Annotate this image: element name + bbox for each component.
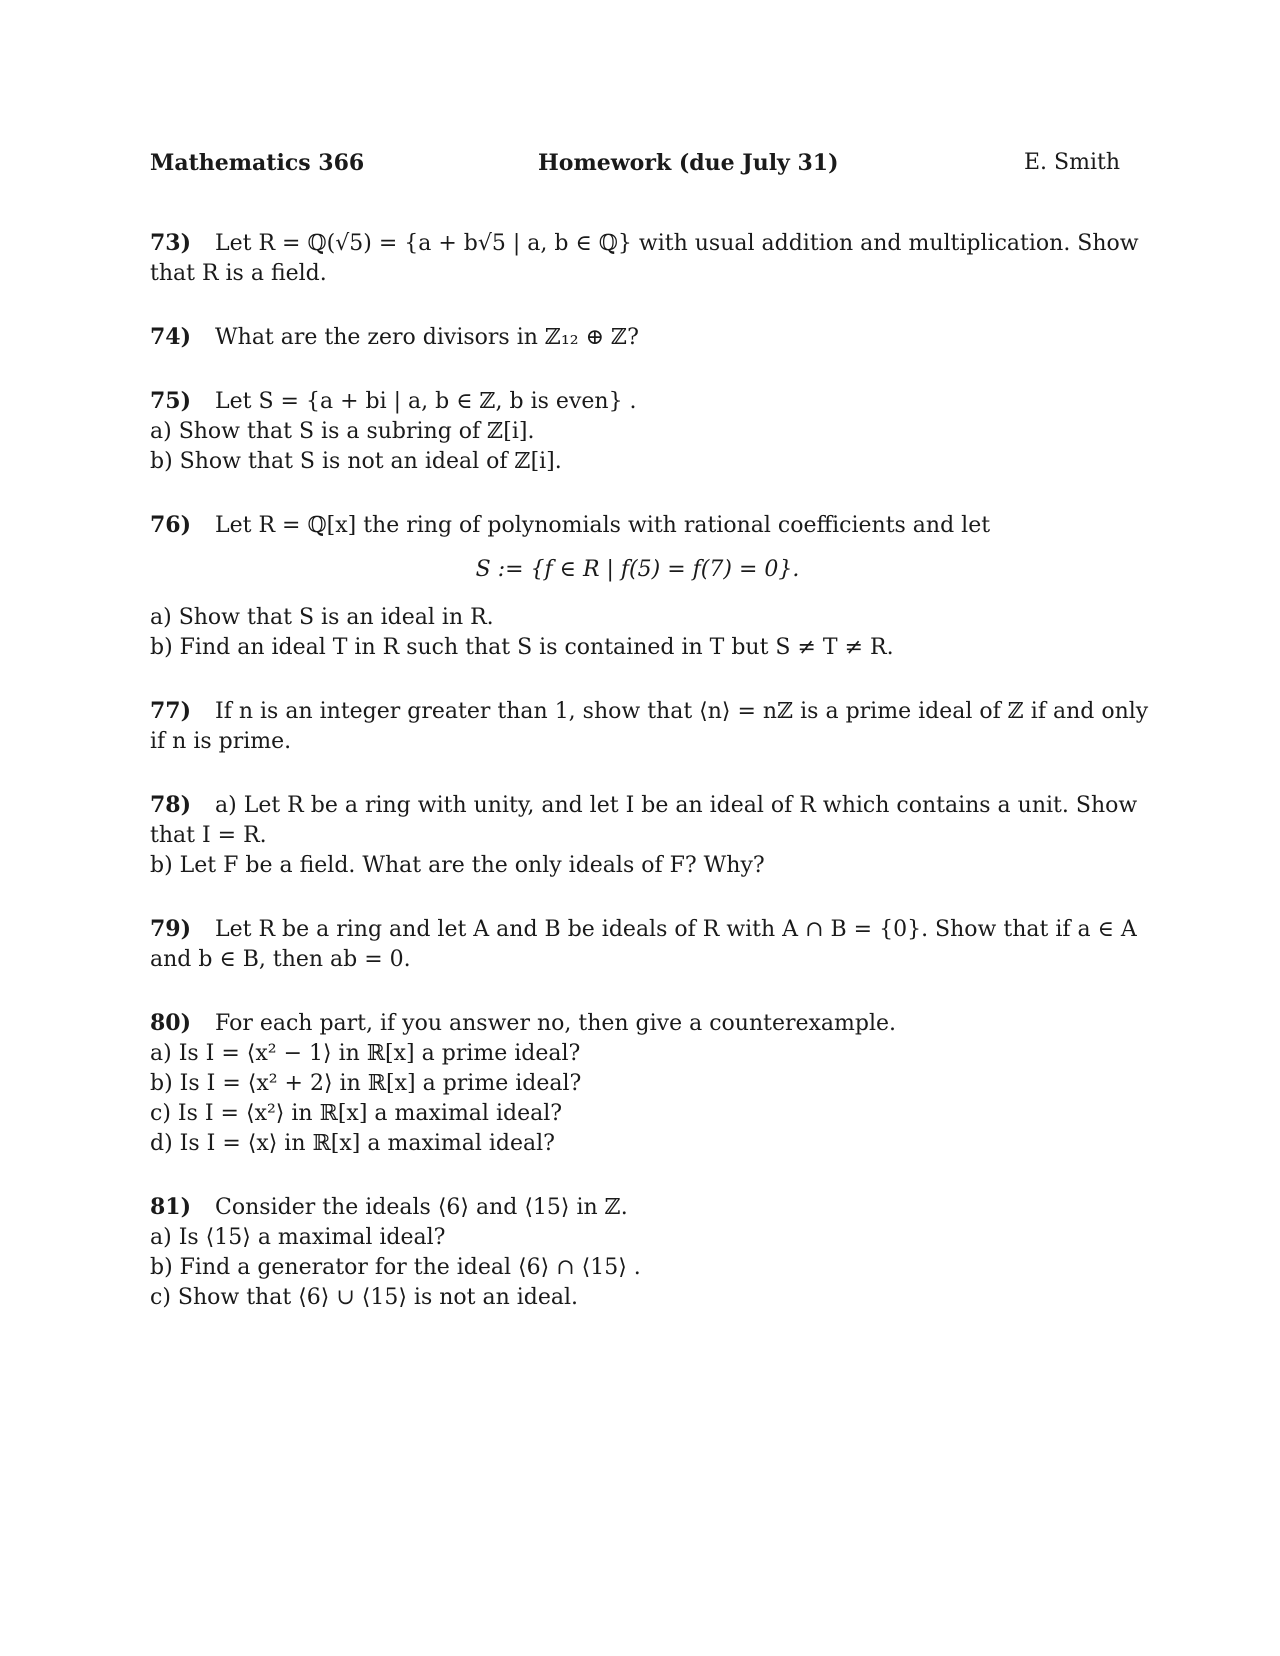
- problem-number: 77): [150, 698, 192, 724]
- problem-number: 81): [150, 1194, 192, 1220]
- problem-part-c: c) Is I = ⟨x²⟩ in ℝ[x] a maximal ideal?: [150, 1101, 563, 1126]
- problem-number: 75): [150, 388, 192, 414]
- problem-number: 76): [150, 512, 192, 538]
- problem-text: Let S = {a + bi | a, b ∈ ℤ, b is even} .: [215, 389, 637, 414]
- problem-text: if n is prime.: [150, 729, 292, 754]
- problem-79: [150, 914, 1137, 975]
- problem-75: [150, 386, 1125, 477]
- problem-number: 74): [150, 324, 192, 350]
- problem-76: [150, 510, 1125, 663]
- problem-text: that I = R.: [150, 823, 267, 848]
- problem-text: Let R be a ring and let A and B be ideals of R with A ∩ B = {0}. Show that if a ∈ A: [215, 917, 1137, 942]
- problem-text: and b ∈ B, then ab = 0.: [150, 947, 411, 972]
- problem-part-b: b) Find a generator for the ideal ⟨6⟩ ∩ ⟨15⟩ .: [150, 1255, 641, 1280]
- problem-number: 78): [150, 792, 192, 818]
- problem-text: that R is a field.: [150, 261, 327, 286]
- problem-part-a: a) Show that S is an ideal in R.: [150, 605, 494, 630]
- problem-text: If n is an integer greater than 1, show that ⟨n⟩ = nℤ is a prime ideal of ℤ if and only: [215, 699, 1149, 724]
- problem-80: [150, 1008, 1125, 1159]
- author-name: E. Smith: [1023, 150, 1120, 175]
- problem-list: [150, 228, 1149, 1346]
- course-name: Mathematics 366: [150, 150, 365, 176]
- problem-text: Let R = ℚ[x] the ring of polynomials with rational coefficients and let: [215, 513, 991, 538]
- problem-part-b: b) Is I = ⟨x² + 2⟩ in ℝ[x] a prime ideal?: [150, 1071, 582, 1096]
- problem-text: For each part, if you answer no, then give a counterexample.: [215, 1011, 897, 1036]
- problem-number: 79): [150, 916, 192, 942]
- problem-part-a: a) Is I = ⟨x² − 1⟩ in ℝ[x] a prime ideal?: [150, 1041, 581, 1066]
- problem-part-a: a) Show that S is a subring of ℤ[i].: [150, 419, 535, 444]
- problem-73: [150, 228, 1139, 289]
- problem-part-d: d) Is I = ⟨x⟩ in ℝ[x] a maximal ideal?: [150, 1131, 555, 1156]
- display-equation: S := {f ∈ R | f(5) = f(7) = 0}.: [475, 557, 800, 582]
- page-header: [150, 150, 1120, 184]
- problem-81: [150, 1192, 1125, 1313]
- problem-part-b: b) Let F be a field. What are the only ideals of F? Why?: [150, 853, 765, 878]
- problem-78: [150, 790, 1138, 881]
- problem-text: a) Let R be a ring with unity, and let I be an ideal of R which contains a unit. Show: [215, 793, 1138, 818]
- problem-77: [150, 696, 1149, 757]
- problem-text: Let R = ℚ(√5) = {a + b√5 | a, b ∈ ℚ} with usual addition and multiplication. Show: [215, 231, 1139, 256]
- problem-74: [150, 322, 1125, 353]
- problem-number: 80): [150, 1010, 192, 1036]
- problem-part-c: c) Show that ⟨6⟩ ∪ ⟨15⟩ is not an ideal.: [150, 1285, 579, 1310]
- problem-number: 73): [150, 230, 192, 256]
- problem-part-a: a) Is ⟨15⟩ a maximal ideal?: [150, 1225, 446, 1250]
- problem-part-b: b) Show that S is not an ideal of ℤ[i].: [150, 449, 562, 474]
- homework-title: Homework (due July 31): [538, 150, 839, 176]
- problem-part-b: b) Find an ideal T in R such that S is contained in T but S ≠ T ≠ R.: [150, 635, 894, 660]
- problem-text: What are the zero divisors in ℤ₁₂ ⊕ ℤ?: [215, 325, 639, 350]
- problem-text: Consider the ideals ⟨6⟩ and ⟨15⟩ in ℤ.: [215, 1195, 628, 1220]
